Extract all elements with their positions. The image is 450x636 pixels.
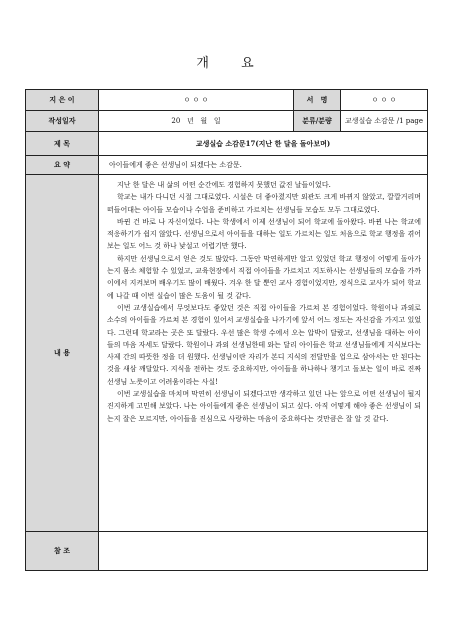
content-label: 내 용 xyxy=(26,175,99,532)
content-paragraph: 이번 교생실습을 마치며 막연히 선생님이 되겠다고만 생각하고 있던 나는 앞으로 어떤 선생님이 될지 진지하게 고민해 보았다. 나는 아이들에게 좋은 선생님이 되고 싶다. 아직 어떻게 해야 좋은 선생님이 되는지 잘은 모르지만, 아이들을 진심으로 사랑하는 마음이 중요하다는 것만큼은 잘 알 것 같다. xyxy=(107,390,421,423)
date-label: 작성일자 xyxy=(26,111,99,132)
summary-value: 아이들에게 좋은 선생님이 되겠다는 소감문. xyxy=(99,156,428,175)
subject-row xyxy=(26,132,428,156)
summary-row xyxy=(26,156,428,175)
category-label: 분류/분량 xyxy=(294,111,341,132)
content-paragraph: 학교는 내가 다니던 시절 그대로였다. 시설은 더 좋아졌지만 외관도 크게 바뀌지 않았고, 깔깔거리며 떠들어대는 아이들 모습이나 수업을 준비하고 가르치는 선생님들 모습도 모두 그대로였다. xyxy=(107,193,421,214)
content-paragraph: 바뀐 건 바로 나 자신이었다. 나는 학생에서 이제 선생님이 되어 학교에 돌아왔다. 바뀐 나는 학교에 적응하기가 쉽지 않았다. 선생님으로서 아이들을 대하는 일도 가르치는 일도 처음으로 학교 행정을 겪어보는 일도 어느 것 하나 낯설고 어렵기만 했다. xyxy=(107,217,421,251)
content-paragraph: 지난 한 달은 내 삶의 어떤 순간에도 경험하지 못했던 값진 날들이었다. xyxy=(117,181,331,189)
author-label: 지 은 이 xyxy=(26,90,99,111)
summary-label: 요 약 xyxy=(26,156,99,175)
subject-label: 제 목 xyxy=(26,132,99,156)
content-row xyxy=(26,175,428,532)
signature-label: 서 명 xyxy=(294,90,341,111)
date-value: 20 년 월 일 xyxy=(99,111,294,132)
signature-value: ㅇ ㅇ ㅇ xyxy=(341,90,428,111)
content-paragraph: 이번 교생실습에서 무엇보다도 좋았던 것은 직접 아이들을 가르쳐 본 경험이었다. 학원이나 과외로 소수의 아이들을 가르쳐 본 경험이 있어서 교생실습을 나가기에 앞서 어느 정도는 자신감을 가지고 있었다. 그런데 학교라는 곳은 또 달랐다. 우선 많은 학생 수에서 오는 압박이 달랐고, 선생님을 대하는 아이들의 마음 자세도 달랐다. 학원이나 과외 선생님한테 와는 달리 아이들은 학교 선생님들에게 지식보다는 사제 간의 따뜻한 정을 더 원했다. 선생님이란 자리가 본디 지식의 전달만을 업으로 삼아서는 안 된다는 것을 새삼 깨달았다. 지식을 전하는 것도 중요하지만, 아이들을 하나하나 챙기고 돌보는 일이 바로 진짜 선생님 노릇이고 어려움이라는 사실! xyxy=(107,303,421,386)
category-value: 교생실습 소감문 /1 page xyxy=(341,111,428,132)
summary-form-table xyxy=(25,89,428,571)
reference-value xyxy=(99,532,428,571)
reference-row xyxy=(26,532,428,571)
author-value: ㅇ ㅇ ㅇ xyxy=(99,90,294,111)
reference-label: 참 조 xyxy=(26,532,99,571)
content-body xyxy=(99,175,428,532)
date-row xyxy=(26,111,428,132)
author-row xyxy=(26,90,428,111)
document-title: 개 요 xyxy=(196,56,268,71)
content-paragraph: 하지만 선생님으로서 얻은 것도 많았다. 그동안 막연하게만 알고 있었던 학교 행정이 어떻게 돌아가는지 몸소 체험할 수 있었고, 교육현장에서 직접 아이들을 가르치고 지도하시는 선생님들의 모습을 가까이에서 지켜보며 배우기도 많이 배웠다. 겨우 한 달 뿐인 교사 경험이었지만, 정식으로 교사가 되어 학교에 나갈 때 이번 실습이 많은 도움이 될 것 같다. xyxy=(107,254,421,300)
subject-value: 교생실습 소감문17(지난 한 달을 돌아보며) xyxy=(99,132,428,156)
